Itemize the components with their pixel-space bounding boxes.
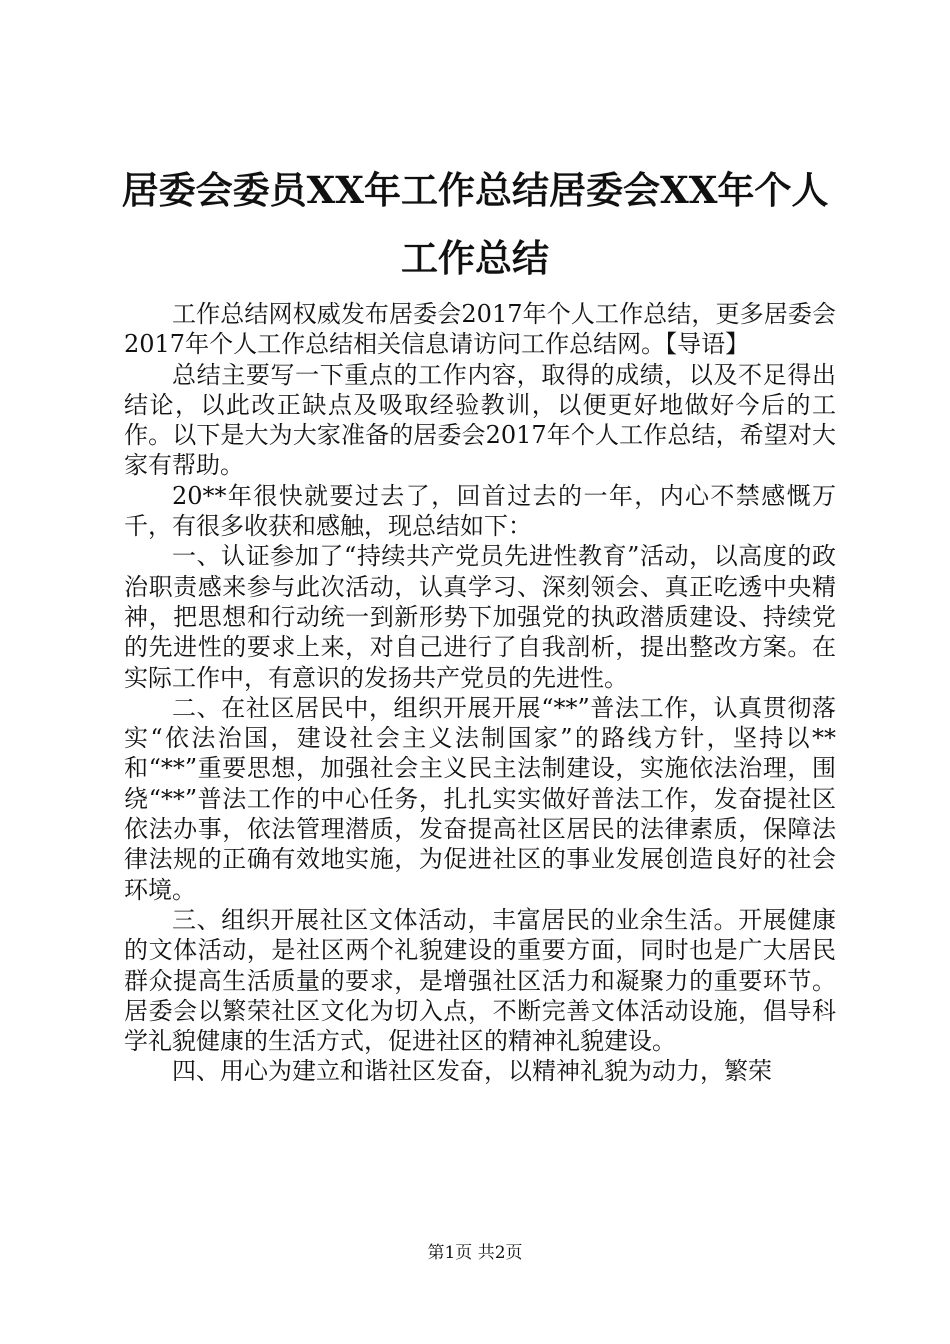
paragraph-item-1: 一、认证参加了“持续共产党员先进性教育”活动，以高度的政治职责感来参与此次活动，认真学习、深刻领会、真正吃透中央精神，把思想和行动统一到新形势下加强党的执政潜质建设、持续党的先进性的要求上来，对自己进行了自我剖析，提出整改方案。在实际工作中，有意识的发扬共产党员的先进性。 (124, 542, 836, 692)
paragraph-item-3: 三、组织开展社区文体活动，丰富居民的业余生活。开展健康的文体活动，是社区两个礼貌建设的重要方面，同时也是广大居民群众提高生活质量的要求，是增强社区活力和凝聚力的重要环节。居委会以繁荣社区文化为切入点，不断完善文体活动设施，倡导科学礼貌健康的生活方式，促进社区的精神礼貌建设。 (124, 905, 836, 1056)
paragraph-intro: 工作总结网权威发布居委会2017年个人工作总结，更多居委会2017年个人工作总结相关信息请访问工作总结网。【导语】 (124, 300, 836, 359)
document-title: 居委会委员XX年工作总结居委会XX年个人工作总结 (121, 168, 829, 280)
page-footer: 第1页 共2页 (427, 1243, 523, 1263)
document-body (124, 299, 836, 1087)
paragraph-opening: 20**年很快就要过去了，回首过去的一年，内心不禁感慨万千，有很多收获和感触，现总结如下： (124, 481, 836, 541)
paragraph-summary-guide: 总结主要写一下重点的工作内容，取得的成绩，以及不足得出结论，以此改正缺点及吸取经验教训，以便更好地做好今后的工作。以下是大为大家准备的居委会2017年个人工作总结，希望对大家有帮助。 (124, 360, 836, 480)
paragraph-item-2: 二、在社区居民中，组织开展开展“**”普法工作，认真贯彻落实“依法治国，建设社会主义法制国家”的路线方针，坚持以**和“**”重要思想，加强社会主义民主法制建设，实施依法治理，围绕“**”普法工作的中心任务，扎扎实实做好普法工作，发奋提社区依法办事，依法管理潜质，发奋提高社区居民的法律素质，保障法律法规的正确有效地实施，为促进社区的事业发展创造良好的社会环境。 (124, 693, 836, 904)
paragraph-item-4: 四、用心为建立和谐社区发奋，以精神礼貌为动力，繁荣 (172, 1057, 772, 1086)
